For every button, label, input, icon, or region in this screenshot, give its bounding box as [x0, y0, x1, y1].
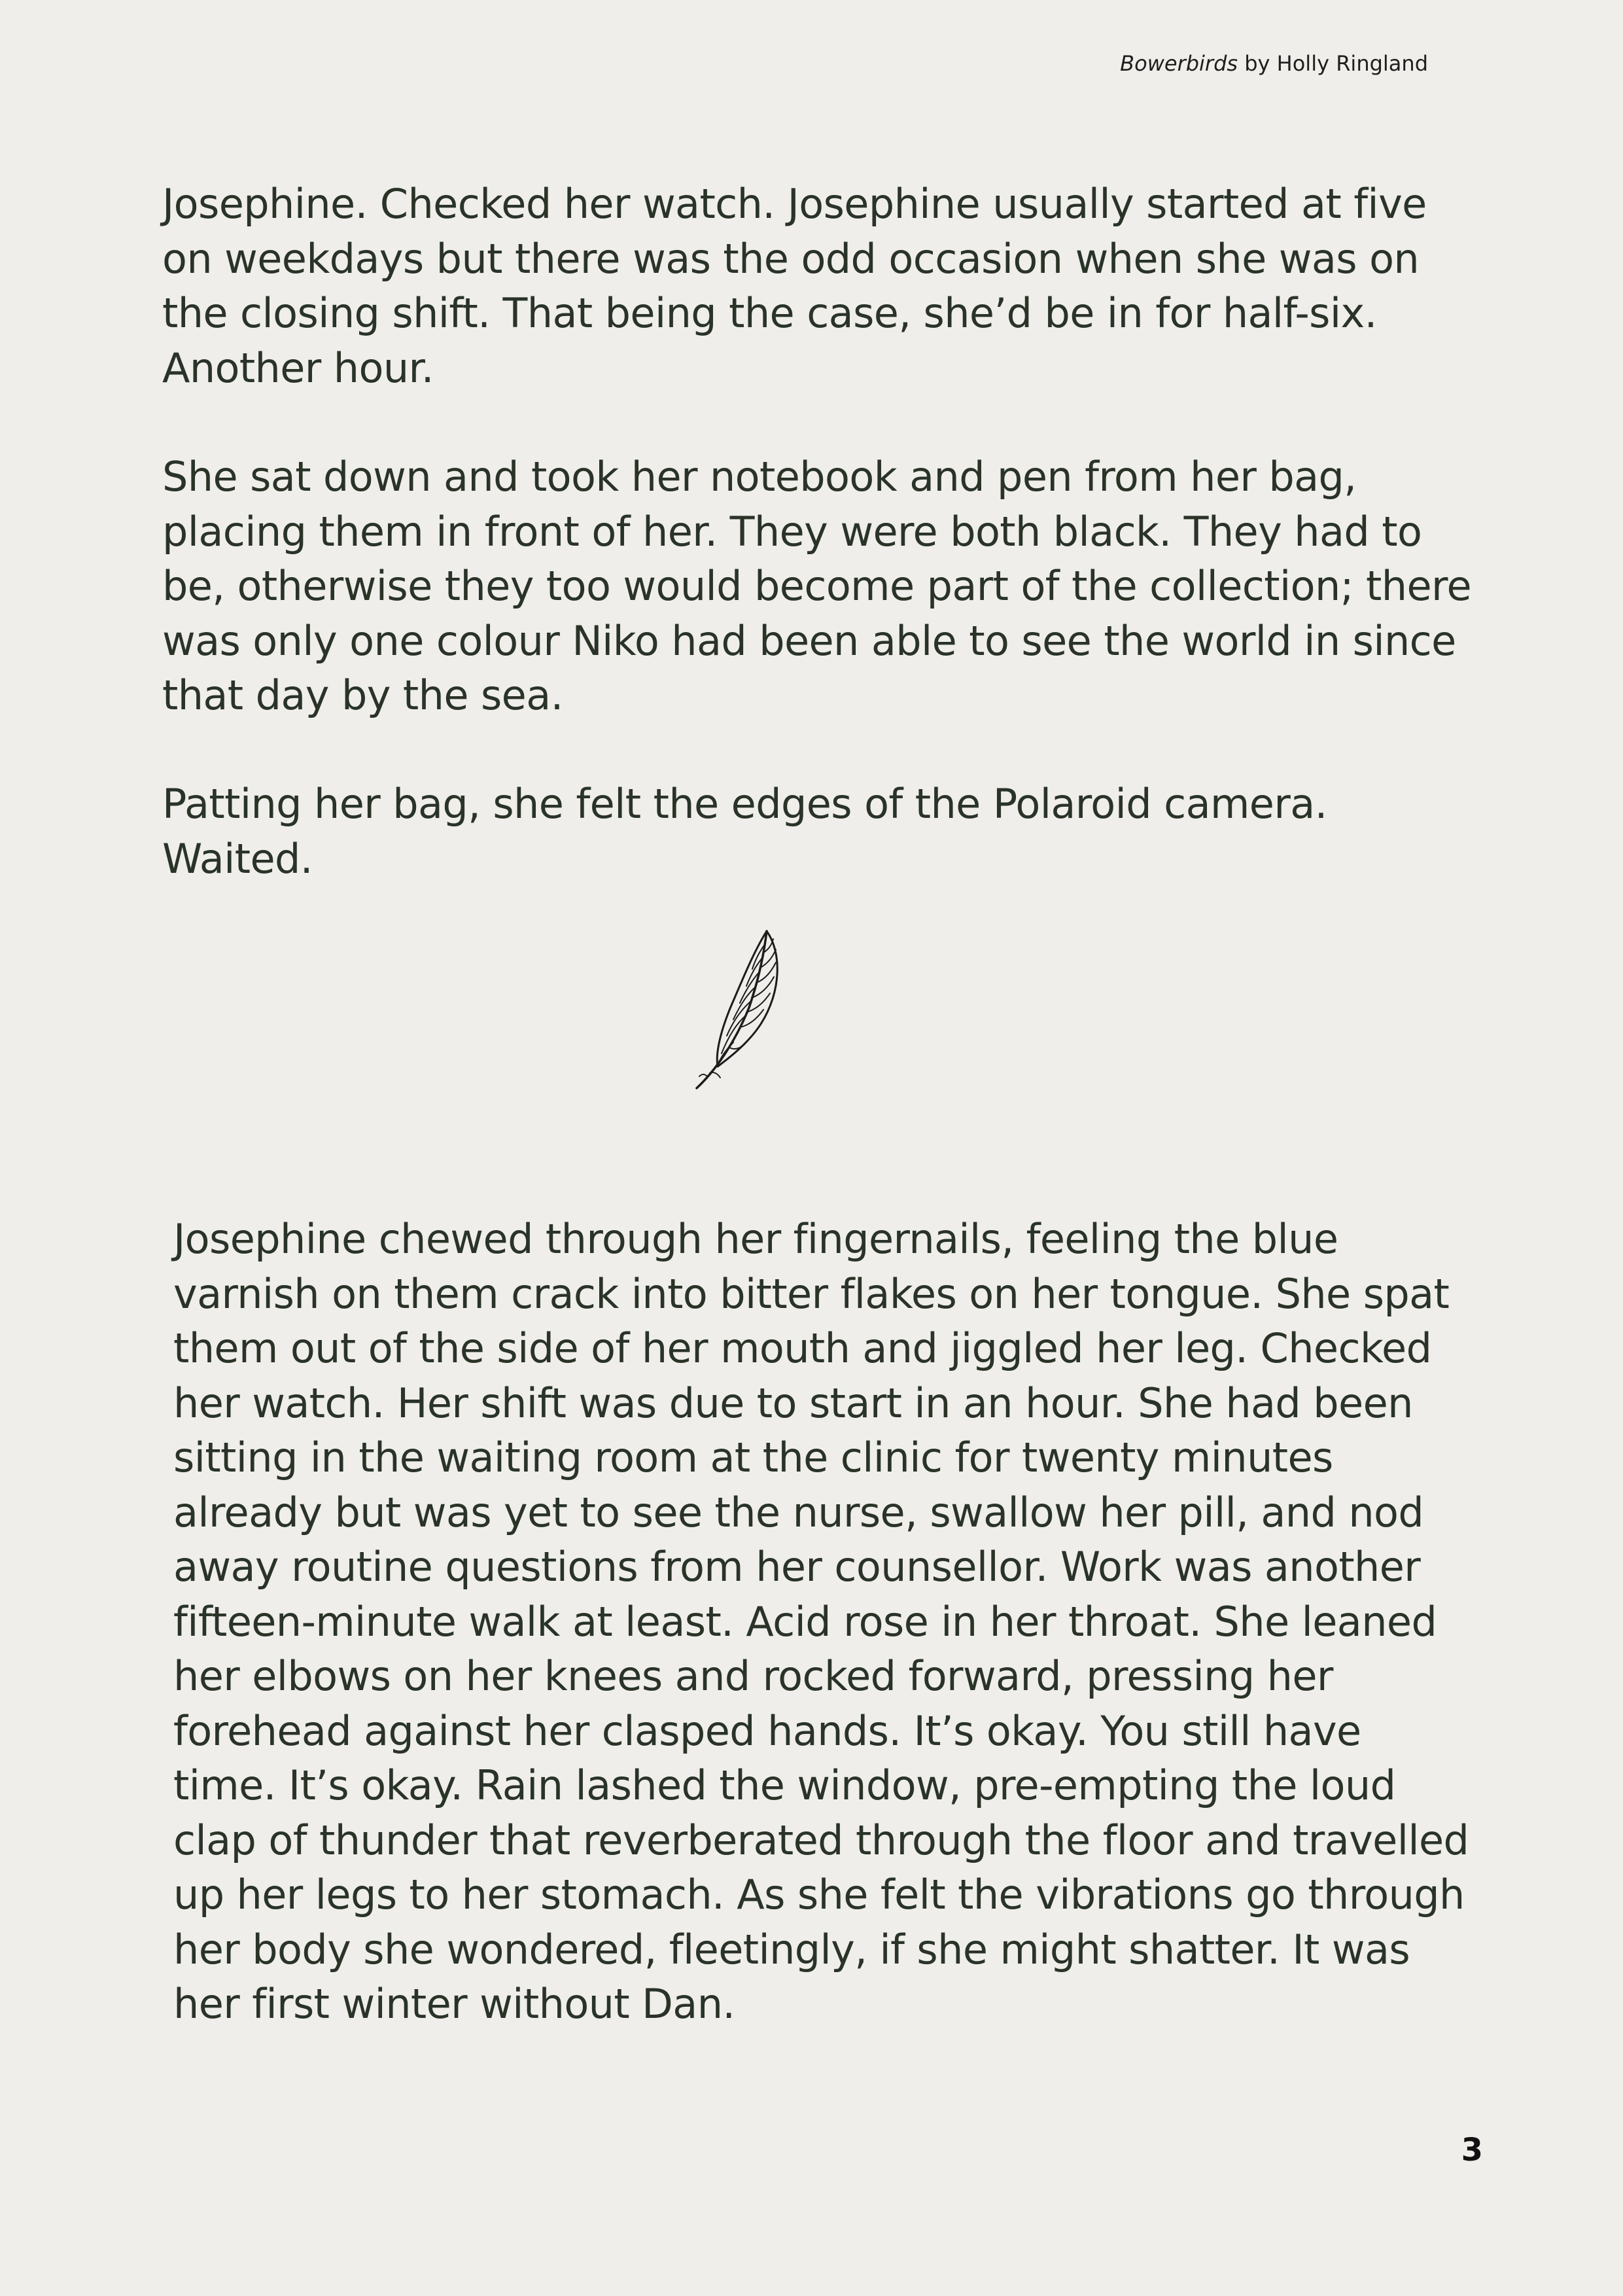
text-line: the closing shift. That being the case, she’d be in for half-six. — [162, 289, 1377, 337]
paragraph-2 — [162, 450, 1471, 723]
text-line: already but was yet to see the nurse, swallow her pill, and nod — [173, 1488, 1424, 1536]
text-line: Waited. — [162, 834, 313, 883]
text-line: Josephine. Checked her watch. Josephine usually started at five — [162, 180, 1427, 228]
text-line: was only one colour Niko had been able to see the world in since — [162, 616, 1456, 665]
text-line: fifteen-minute walk at least. Acid rose in her throat. She leaned — [173, 1597, 1437, 1646]
author-credit: by Holly Ringland — [1238, 51, 1428, 76]
text-line: on weekdays but there was the odd occasion when she was on — [162, 234, 1420, 283]
text-line: up her legs to her stomach. As she felt the vibrations go through — [173, 1871, 1465, 1918]
text-line: away routine questions from her counsellor. Work was another — [173, 1543, 1421, 1591]
text-line: that day by the sea. — [162, 671, 563, 719]
paragraph-1 — [162, 177, 1427, 395]
text-line: She sat down and took her notebook and pen from her bag, — [162, 453, 1357, 501]
text-line: Another hour. — [162, 344, 434, 392]
book-title: Bowerbirds — [1120, 51, 1238, 76]
page-number: 3 — [1461, 2132, 1483, 2168]
text-line: her elbows on her knees and rocked forward, pressing her — [173, 1652, 1333, 1700]
text-line: her body she wondered, fleetingly, if she might shatter. It was — [173, 1925, 1410, 1973]
text-line: time. It’s okay. Rain lashed the window, pre-empting the loud — [173, 1761, 1396, 1809]
text-line: varnish on them crack into bitter flakes on her tongue. She spat — [173, 1269, 1450, 1318]
paragraph-3 — [162, 777, 1327, 886]
text-line: her first winter without Dan. — [173, 1980, 735, 2028]
text-line: sitting in the waiting room at the clinic for twenty minutes — [173, 1434, 1333, 1481]
text-line: forehead against her clasped hands. It’s okay. You still have — [173, 1706, 1361, 1755]
text-line: be, otherwise they too would become part of the collection; there — [162, 562, 1472, 610]
text-line: clap of thunder that reverberated through the floor and travelled — [173, 1816, 1469, 1864]
text-line: them out of the side of her mouth and jiggled her leg. Checked — [173, 1324, 1432, 1372]
text-line: her watch. Her shift was due to start in an hour. She had been — [173, 1379, 1413, 1427]
text-line: Patting her bag, she felt the edges of the Polaroid camera. — [162, 780, 1327, 828]
feather-icon — [684, 926, 795, 1093]
paragraph-4 — [173, 1212, 1469, 2032]
running-header — [1120, 51, 1428, 76]
text-line: placing them in front of her. They were both black. They had to — [162, 507, 1422, 556]
text-line: Josephine chewed through her fingernails, feeling the blue — [173, 1215, 1338, 1263]
